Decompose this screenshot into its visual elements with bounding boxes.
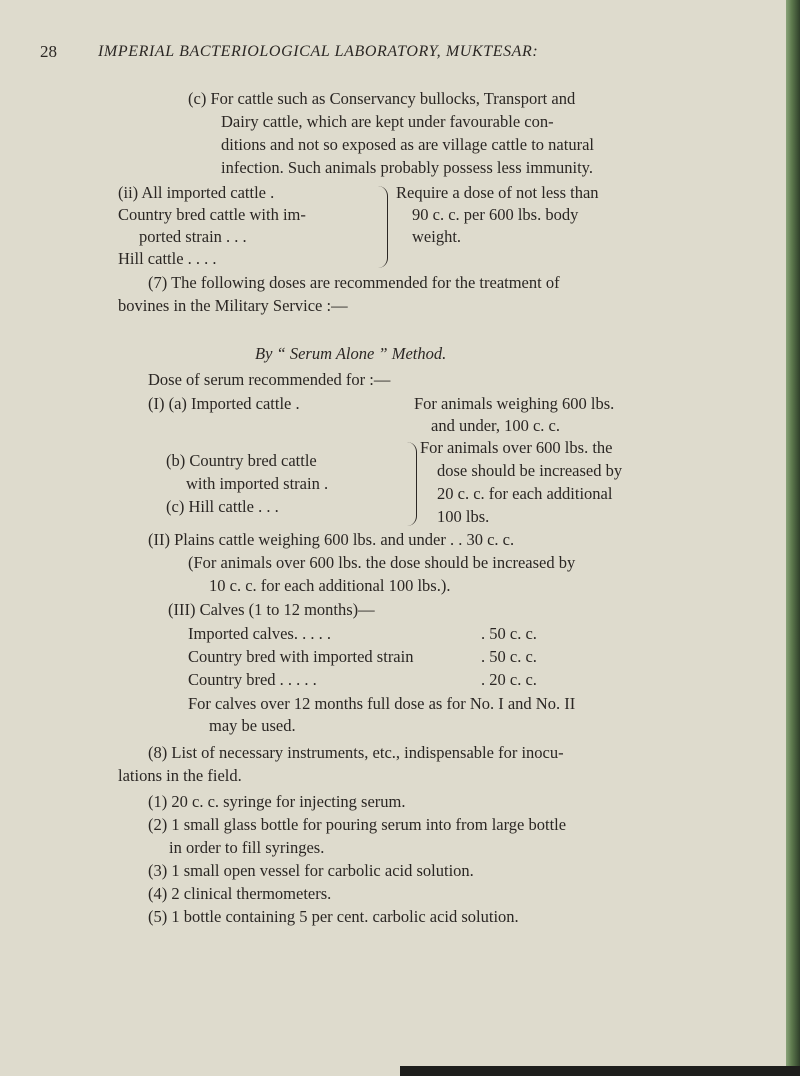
- item-I-a-label: (I) (a) Imported cattle .: [148, 394, 300, 413]
- item-II-line-2: (For animals over 600 lbs. the dose should be increased by: [188, 553, 576, 572]
- para8-line-2: lations in the field.: [118, 766, 242, 785]
- para8-line-1: (8) List of necessary instruments, etc., indispensable for inocu-: [148, 743, 564, 762]
- item-I-bc-value-3: 20 c. c. for each additional: [437, 484, 613, 503]
- intro-c-line-4: infection. Such animals probably possess less immunity.: [221, 158, 593, 177]
- item-I-a-value-1: For animals weighing 600 lbs.: [414, 394, 615, 413]
- group-ii-left-2: Country bred cattle with im-: [118, 205, 306, 224]
- bottom-edge-rule: [400, 1066, 800, 1076]
- item-I-b-label-2: with imported strain .: [186, 474, 329, 493]
- item-I-c-label: (c) Hill cattle . . .: [166, 497, 279, 516]
- running-title: IMPERIAL BACTERIOLOGICAL LABORATORY, MUKTESAR:: [98, 43, 539, 60]
- group-ii-left-3: ported strain . . .: [139, 227, 247, 246]
- item-I-bc-value-1: For animals over 600 lbs. the: [420, 438, 613, 457]
- group-ii-right-3: weight.: [412, 227, 462, 246]
- item-I-bc-value-4: 100 lbs.: [437, 507, 490, 526]
- intro-c-line-1: (c) For cattle such as Conservancy bullocks, Transport and: [188, 89, 576, 108]
- item-I-b-label-1: (b) Country bred cattle: [166, 451, 317, 470]
- dose-intro: Dose of serum recommended for :—: [148, 370, 391, 389]
- para8-item-3: (3) 1 small open vessel for carbolic acid solution.: [148, 861, 474, 880]
- item-III-row-1-dose: . 50 c. c.: [481, 624, 537, 643]
- page-number: 28: [40, 42, 57, 61]
- group-ii-left-1: (ii) All imported cattle .: [118, 183, 275, 202]
- para8-item-1: (1) 20 c. c. syringe for injecting serum.: [148, 792, 406, 811]
- para8-item-4: (4) 2 clinical thermometers.: [148, 884, 332, 903]
- para8-item-5: (5) 1 bottle containing 5 per cent. carbolic acid solution.: [148, 907, 519, 926]
- para8-item-2: (2) 1 small glass bottle for pouring serum into from large bottle: [148, 815, 567, 834]
- item-III-row-1-label: Imported calves. . . . .: [188, 624, 331, 643]
- group-ii-right-2: 90 c. c. per 600 lbs. body: [412, 205, 579, 224]
- para8-item-2-cont: in order to fill syringes.: [169, 838, 325, 857]
- item-III-row-3-label: Country bred . . . . .: [188, 670, 317, 689]
- intro-c-line-2: Dairy cattle, which are kept under favourable con-: [221, 112, 554, 131]
- item-III-row-2-dose: . 50 c. c.: [481, 647, 537, 666]
- item-III-note-1: For calves over 12 months full dose as for No. I and No. II: [188, 694, 576, 713]
- item-III-note-2: may be used.: [209, 716, 296, 735]
- para7-line-2: bovines in the Military Service :—: [118, 296, 348, 315]
- group-ii-left-4: Hill cattle . . . .: [118, 249, 217, 268]
- group-ii-brace: [376, 186, 388, 268]
- item-I-a-value-2: and under, 100 c. c.: [431, 416, 561, 435]
- page-edge-binding: [786, 0, 800, 1076]
- item-I-bc-value-2: dose should be increased by: [437, 461, 623, 480]
- intro-c-line-3: ditions and not so exposed as are village cattle to natural: [221, 135, 594, 154]
- para7-line-1: (7) The following doses are recommended for the treatment of: [148, 273, 560, 292]
- item-I-brace: [405, 442, 417, 526]
- item-III-row-3-dose: . 20 c. c.: [481, 670, 537, 689]
- group-ii-right-1: Require a dose of not less than: [396, 183, 599, 202]
- item-III-row-2-label: Country bred with imported strain: [188, 647, 414, 666]
- item-II-line-1: (II) Plains cattle weighing 600 lbs. and under . . 30 c. c.: [148, 530, 515, 549]
- method-heading: By “ Serum Alone ” Method.: [255, 344, 447, 363]
- item-III-heading: (III) Calves (1 to 12 months)—: [168, 600, 375, 619]
- item-II-line-3: 10 c. c. for each additional 100 lbs.).: [209, 576, 451, 595]
